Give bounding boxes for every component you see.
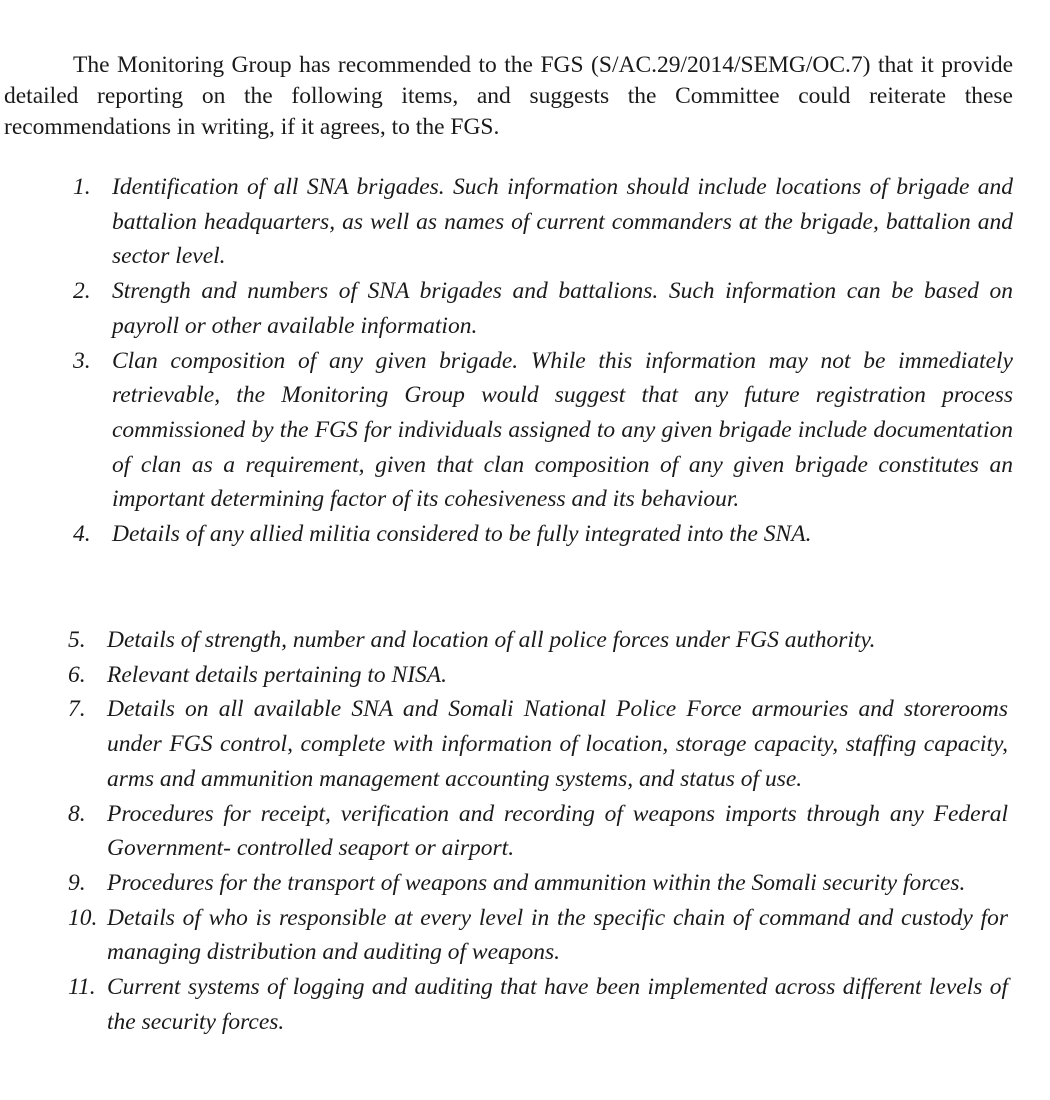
intro-paragraph: The Monitoring Group has recommended to the FGS (S/AC.29/2014/SEMG/OC.7) that it provide detailed reporting on the following items, and suggests the Committee could reiterate these recommendations in writing, if it agrees, to the FGS. bbox=[4, 52, 1013, 140]
item-number: 9. bbox=[68, 869, 86, 896]
item-number: 8. bbox=[68, 800, 86, 827]
list-item bbox=[0, 901, 1008, 970]
list-item bbox=[0, 692, 1008, 796]
item-text: Current systems of logging and auditing that have been implemented across different levels of the security forces. bbox=[107, 974, 1008, 1035]
item-number: 3. bbox=[73, 347, 91, 374]
item-number: 10. bbox=[68, 904, 98, 931]
list-item bbox=[0, 344, 1013, 518]
list-item bbox=[0, 623, 1008, 658]
item-number: 1. bbox=[73, 174, 91, 200]
item-text: Details of strength, number and location of all police forces under FGS authority. bbox=[107, 627, 876, 653]
list-item bbox=[0, 970, 1008, 1039]
item-number: 4. bbox=[73, 521, 91, 548]
item-text: Clan composition of any given brigade. While this information may not be immediately retrievable, the Monitoring Group would suggest that any future registration process commissioned by the FGS for individuals assigned to any given brigade include documentation of clan as a requirement, given that clan composition of any given brigade constitutes an important determining factor of its cohesiveness and its behaviour. bbox=[112, 347, 1013, 513]
item-text: Relevant details pertaining to NISA. bbox=[107, 661, 448, 688]
list-item bbox=[0, 170, 1013, 274]
item-text: Strength and numbers of SNA brigades and battalions. Such information can be based on payroll or other available information. bbox=[112, 278, 1013, 339]
list-item bbox=[0, 797, 1008, 866]
item-number: 7. bbox=[68, 696, 86, 723]
list-item bbox=[0, 274, 1013, 343]
item-number: 2. bbox=[73, 278, 91, 305]
item-text: Details of who is responsible at every level in the specific chain of command and custody for managing distribution and auditing of weapons. bbox=[107, 904, 1008, 966]
list-item bbox=[0, 658, 1008, 693]
recommendation-list-part-1 bbox=[0, 170, 1050, 552]
recommendation-list-part-2 bbox=[0, 623, 1050, 1039]
item-number: 11. bbox=[68, 974, 96, 1001]
item-text: Details of any allied militia considered to be fully integrated into the SNA. bbox=[112, 521, 812, 548]
item-text: Procedures for receipt, verification and recording of weapons imports through any Federal Government- controlled seaport or airport. bbox=[107, 800, 1008, 862]
item-text: Procedures for the transport of weapons and ammunition within the Somali security forces. bbox=[107, 869, 966, 896]
item-number: 6. bbox=[68, 661, 86, 688]
item-text: Identification of all SNA brigades. Such information should include locations of brigade and battalion headquarters, as well as names of current commanders at the brigade, battalion and sector level. bbox=[112, 174, 1013, 270]
list-item bbox=[0, 866, 1008, 901]
list-item bbox=[0, 517, 1013, 552]
item-text: Details on all available SNA and Somali National Police Force armouries and storerooms under FGS control, complete with information of location, storage capacity, staffing capacity, arms and ammunition management accounting systems, and status of use. bbox=[107, 696, 1008, 792]
item-number: 5. bbox=[68, 627, 86, 653]
